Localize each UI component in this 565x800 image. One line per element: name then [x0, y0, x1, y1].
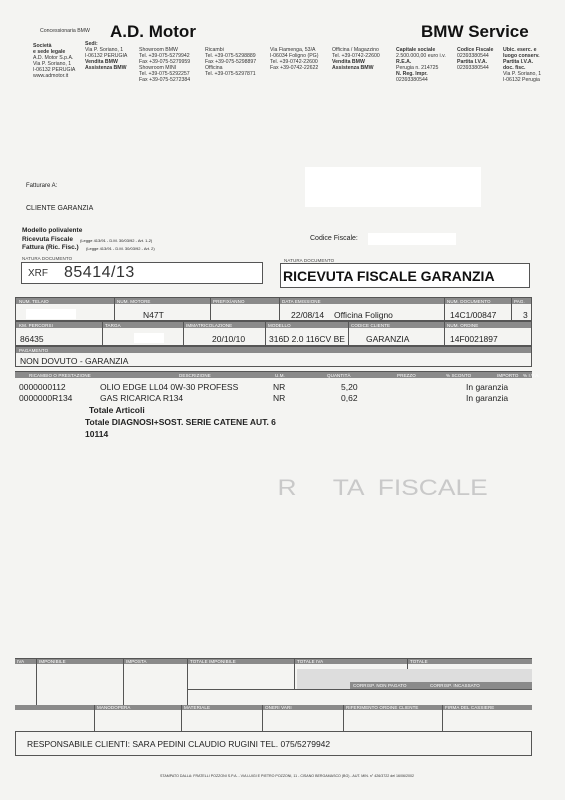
col-sconto: % SCONTO: [446, 373, 472, 378]
fattura-label: Fattura (Ric. Fisc.): [22, 244, 79, 251]
totale-diagnosi: Totale DIAGNOSI+SOST. SERIE CATENE AUT. 6: [85, 417, 276, 427]
vehicle-row-1: NUM. TELAIO NUM. MOTORE PREFIX/ANNO DATA EMISSIONE NUM. DOCUMENTO PAG. N47T 22/08/14 Officina Foligno 14C1/00847 3: [15, 297, 532, 321]
bleed-through-text: R TA FISCALE: [277, 475, 488, 500]
totale-articoli: Totale Articoli: [89, 405, 145, 415]
doc-number: 85414/13: [64, 264, 135, 281]
fatturare-label: Fatturare A:: [26, 183, 58, 189]
col-um: U.M.: [275, 373, 285, 378]
pag-value: 3: [523, 310, 528, 320]
responsabile-box: [15, 731, 532, 756]
totals-section: IVA IMPONIBILE IMPOSTA TOTALE IMPONIBILE TOTALE IVA TOTALE CORRISP. NON PAGATO CORRISP. INCASSATO MANODOPERA MATERIALE ONERI VARI RIFERIMENTO ORDINE CLIENTE FIRMA DEL CASSIERE: [15, 658, 532, 732]
codice-block: Codice Fiscale 02393380544 Partita I.V.A. 02393380544: [457, 47, 494, 71]
sede-block: Società e sede legale A.D. Motor S.p.A. Via P. Soriano, 1 I-06132 PERUGIA www.admotor.it: [33, 43, 76, 79]
motore-value: N47T: [143, 310, 164, 320]
ricevuta-note: (Legge 413/91 - D.M. 30/03/92 - Art. 1-2): [80, 238, 153, 243]
responsabile-text: RESPONSABILE CLIENTI: SARA PEDINI CLAUDIO RUGINI TEL. 075/5279942: [27, 739, 331, 749]
col-descrizione: DESCRIZIONE: [179, 373, 211, 378]
ricevuta-label: Ricevuta Fiscale: [22, 236, 73, 243]
col-quantita: QUANTITÀ: [327, 373, 351, 378]
company-name: A.D. Motor: [110, 22, 196, 41]
foligno-block: Via Fiamenga, 53/A I-06034 Foligno (PG) Tel. +39-0742-22600 Fax +39-0742-22622: [270, 47, 319, 71]
immatricolazione-value: 20/10/10: [212, 334, 246, 344]
redacted-codice-fiscale: [368, 233, 456, 245]
modello-label: Modello polivalente: [22, 227, 83, 234]
items-table: RICAMBIO O PRESTAZIONE DESCRIZIONE U.M. QUANTITÀ PREZZO % SCONTO IMPORTO % I.V.A. 0000000112 OLIO EDGE LL04 0W-30 PROFESS NR 5,20 In garanzia 0000000R134 GAS RICARICA R134 NR 0,62 In garanzia Totale Articoli Totale DIAGNOSI+SOST. SERIE CATENE AUT. 6 10114: [15, 371, 532, 657]
printer-note: STAMPATO DALLA: FRATELLI POZZONI S.P.A. - VIA LUIGI E PIETRO POZZONI, 11 - CISANO BERGAMASCO (BG) - AUT. MIN. n° 426/3722 del 16/06/2002: [160, 774, 415, 778]
pagamento-row: PAGAMENTO NON DOVUTO - GARANZIA: [15, 346, 532, 367]
diagnosi-code: 10114: [85, 429, 109, 439]
col-ricambio: RICAMBIO O PRESTAZIONE: [29, 373, 91, 378]
officina-value: Officina Foligno: [334, 310, 393, 320]
ubic-block: Ubic. eserc. e luogo conserv. Partita I.V.A. doc. fisc. Via P. Soriano, 1 I-06132 Perugia: [503, 47, 542, 83]
officina-block: Officina / Magazzino Tel. +39-0742-22600 Vendita BMW Assistenza BMW: [332, 47, 380, 71]
doc-number-box: [21, 262, 263, 284]
redacted-targa: [134, 333, 164, 343]
redacted-address: [305, 167, 481, 207]
cod-cliente-value: GARANZIA: [366, 334, 410, 344]
redacted-telaio: [26, 309, 76, 319]
num-ordine-value: 14F0021897: [450, 334, 498, 344]
col-iva: % I.V.A.: [523, 373, 540, 378]
data-emissione-value: 22/08/14: [291, 310, 325, 320]
num-documento-value: 14C1/00847: [450, 310, 497, 320]
doc-prefix: XRF: [28, 268, 48, 279]
showroom-block: Showroom BMW Tel. +39-075-5279942 Fax +39-075-5279959 Showroom MINI Tel. +39-075-5292257 Fax +39-075-5272384: [139, 47, 191, 83]
codice-fiscale-label: Codice Fiscale:: [310, 235, 358, 242]
col-prezzo: PREZZO: [397, 373, 416, 378]
col-importo: IMPORTO: [497, 373, 519, 378]
fattura-note: (Legge 413/91 - D.M. 30/03/92 - Art. 2): [86, 246, 155, 251]
km-value: 86435: [20, 334, 44, 344]
sedi-block: Sedi: Via P. Soriano, 1 I-06132 PERUGIA Vendita BMW Assistenza BMW: [85, 41, 128, 71]
vehicle-row-2: KM. PERCORSI TARGA IMMATRICOLAZIONE MODELLO CODICE CLIENTE NUM. ORDINE 86435 20/10/10 316D 2.0 116CV BE GARANZIA 14F0021897: [15, 321, 532, 346]
cliente-name: CLIENTE GARANZIA: [26, 205, 94, 212]
pagamento-value: NON DOVUTO - GARANZIA: [20, 356, 129, 366]
modello-value: 316D 2.0 116CV BE: [269, 334, 345, 344]
brand-service: BMW Service: [421, 22, 529, 41]
capitale-block: Capitale sociale 2.500.000,00 euro i.v. R.E.A. Perugia n. 214725 N. Reg. Impr. 02393380544: [396, 47, 446, 83]
ricambi-block: Ricambi Tel. +39-075-5298889 Fax +39-075-5298897 Officina Tel. +39-075-5297871: [205, 47, 257, 77]
natura-label: NATURA DOCUMENTO: [22, 256, 73, 261]
doc-type-box: [280, 263, 530, 288]
natura-label-2: NATURA DOCUMENTO: [284, 258, 335, 263]
doc-type: RICEVUTA FISCALE GARANZIA: [283, 268, 495, 284]
dealer-label: Concessionaria BMW: [40, 28, 90, 34]
